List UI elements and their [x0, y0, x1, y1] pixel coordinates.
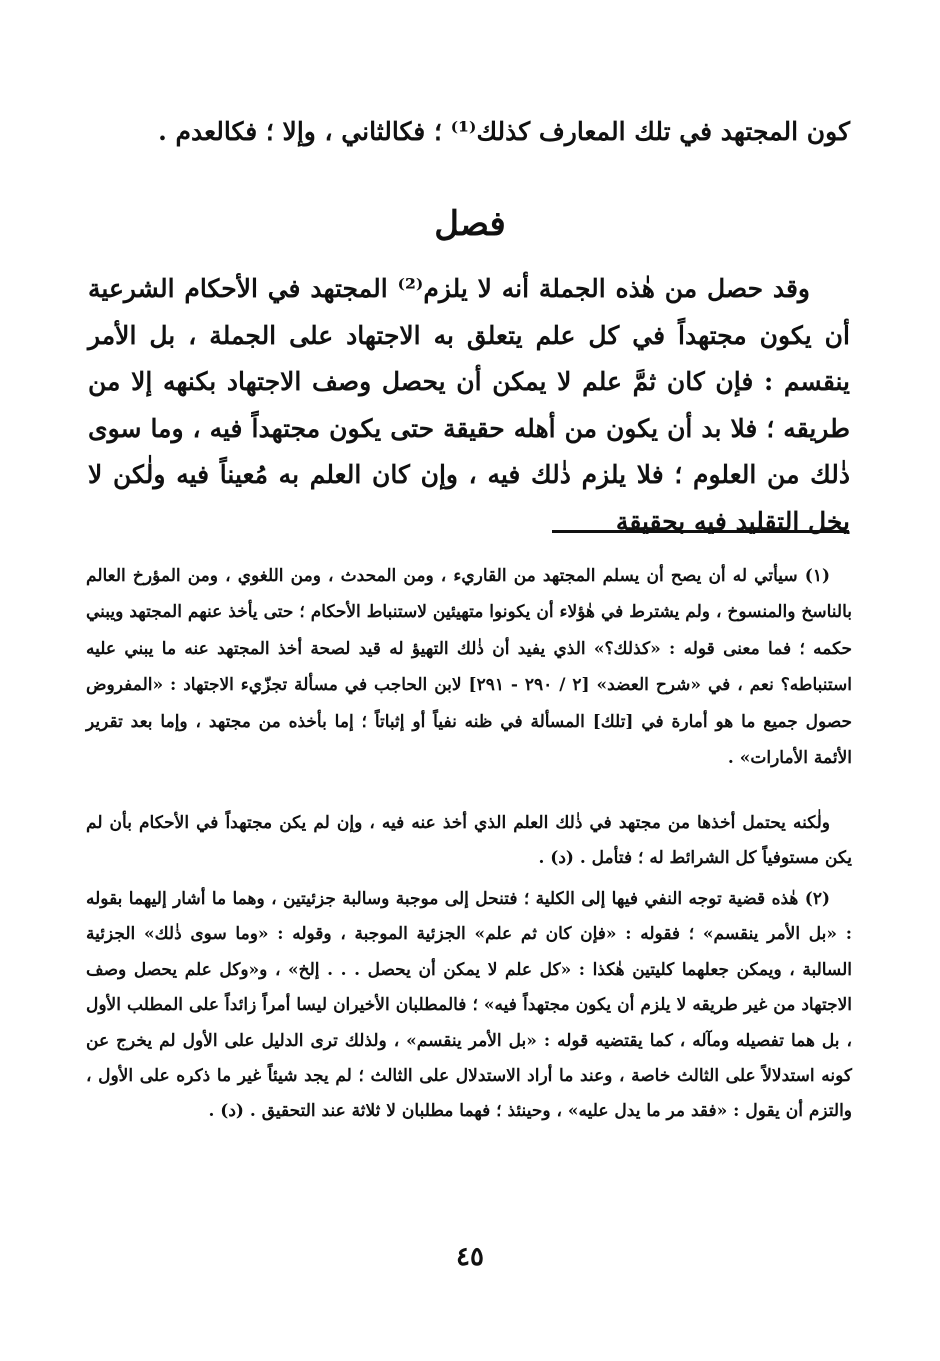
page-number: ٤٥ [456, 1242, 484, 1272]
footnote-separator [552, 530, 849, 533]
footnote-1: (١) سيأتي له أن يصح أن يسلم المجتهد من القاريء ، ومن المحدث ، ومن اللغوي ، ومن المؤرخ العالم بالناسخ والمنسوخ ، ولم يشترط في هٰؤلاء أن يكونوا متهيئين لاستنباط الأحكام ؛ حتى يأخذ عنهم المجتهد ويبني حكمه ؛ فما معنى قوله : «كذلك؟» الذي يفيد أن ذٰلك التهيؤ له قيد لصحة أخذ المجتهد عنه ما يبني عليه استنباطه؟ نعم ، في «شرح العضد» [٢ / ٢٩٠ - ٢٩١] لابن الحاجب في مسألة تجزّيء الاجتهاد : «المفروض حصول جميع ما هو أمارة في [تلك] المسألة في ظنه نفياً أو إثباتاً ؛ إما بأخذه من مجتهد ، وإما بعد تقرير الأئمة الأمارات» . [86, 566, 852, 769]
main-paragraph: وقد حصل من هٰذه الجملة أنه لا يلزم⁽²⁾ المجتهد في الأحكام الشرعية أن يكون مجتهداً في كل علم يتعلق به الاجتهاد على الجملة ، بل الأمر ينقسم : فإن كان ثمَّ علم لا يمكن أن يحصل وصف الاجتهاد بكنهه إلا من طريقه ؛ فلا بد أن يكون من أهله حقيقة حتى يكون مجتهداً فيه ، وما سوى ذٰلك من العلوم ؛ فلا يلزم ذٰلك فيه ، وإن كان العلم به مُعيناً فيه ولٰكن لا يخل التقليد فيه بحقيقة [88, 274, 850, 536]
section-heading: فصل [434, 204, 506, 244]
carryover-line: كون المجتهد في تلك المعارف كذلك⁽¹⁾ ؛ فكالثاني ، وإلا ؛ فكالعدم . [158, 117, 850, 146]
footnote-1-continuation: ولٰكنه يحتمل أخذها من مجتهد في ذٰلك العلم الذي أخذ عنه فيه ، وإن لم يكن مجتهداً في الأحكام بأن لم يكن مستوفياً كل الشرائط له ؛ فتأمل . (د) . [86, 813, 852, 868]
footnote-2: (٢) هٰذه قضية توجه النفي فيها إلى الكلية ؛ فتنحل إلى موجبة وسالبة جزئيتين ، وهما ما أشار إليهما بقوله : «بل الأمر ينقسم» ؛ فقوله : «فإن كان ثم علم» الجزئية الموجبة ، وقوله : «وما سوى ذٰلك» الجزئية السالبة ، ويمكن جعلهما كليتين هٰكذا : «كل علم لا يمكن أن يحصل . . . إلخ» ، و«وكل علم يحصل وصف الاجتهاد من غير طريقه لا يلزم أن يكون مجتهداً فيه» ؛ فالمطلبان الأخيران ليسا أمراً زائداً على المطلب الأول ، بل هما تفصيله ومآله ، كما يقتضيه قوله : «بل الأمر ينقسم» ، ولذلك ترى الدليل على الأول لم يخرج عن كونه استدلالاً على الثالث خاصة ، وعند ما أراد الاستدلال على الثالث ؛ لم يجد شيئاً غير ما ذكره على الأول ، والتزم أن يقول : «فقد مر ما يدل عليه» ، وحينئذ ؛ فهما مطلبان لا ثلاثة عند التحقيق . (د) . [86, 889, 852, 1122]
